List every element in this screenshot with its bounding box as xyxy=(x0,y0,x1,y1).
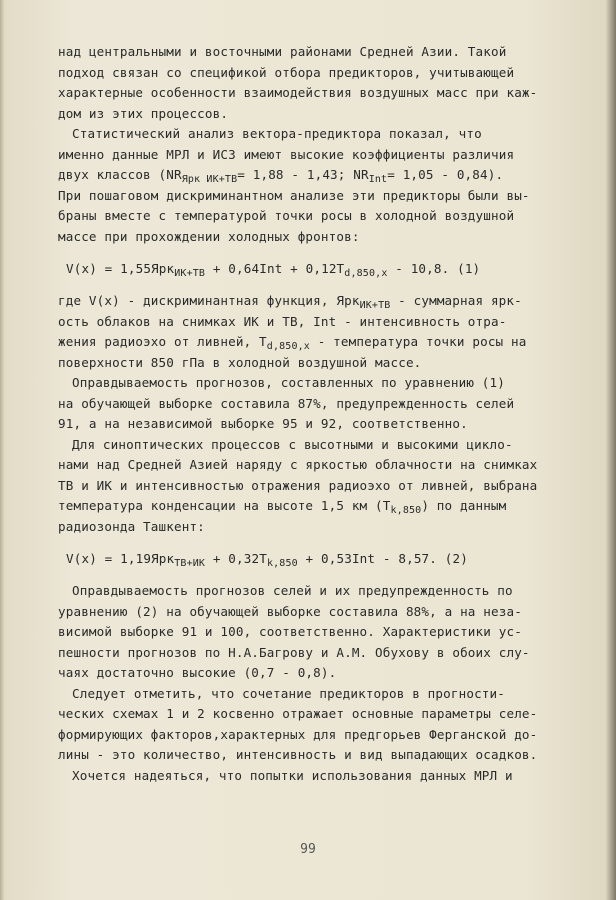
text-line: радиозонда Ташкент: xyxy=(58,518,205,534)
text-line: Оправдываемость прогнозов селей и их предупрежденность по xyxy=(72,583,513,598)
text-line: дом из этих процессов. xyxy=(58,105,229,121)
text-line: пешности прогнозов по Н.А.Багрову и А.М. Обухову в обоих слу- xyxy=(58,644,530,660)
page-left-edge xyxy=(0,0,4,900)
text-line: ТВ и ИК и интенсивностью отражения радиоэхо от ливней, выбрана xyxy=(58,477,538,493)
text-line: 91, а на независимой выборке 95 и 92, соответственно. xyxy=(58,416,468,431)
text-line: характерные особенности взаимодействия воздушных масс при каж- xyxy=(58,85,538,100)
text-line: поверхности 850 гПа в холодной воздушной массе. xyxy=(58,354,422,370)
text-line: ость облаков на снимках ИК и ТВ, Int - интенсивность отра- xyxy=(58,313,507,329)
text-line-with-subscripts: где V(x) - дискриминантная функция, Ярк$_{ИК+ТВ}$ - суммарная ярк- xyxy=(58,293,522,311)
text-line-with-subscripts: жения радиоэхо от ливней, $T_{d,850,x}$ - температура точки росы на xyxy=(58,334,527,352)
text-line: массе при прохождении холодных фронтов: xyxy=(58,228,360,244)
page-right-edge xyxy=(606,0,616,900)
text-line: именно данные МРЛ и ИСЗ имеют высокие коэффициенты различия xyxy=(58,146,515,162)
page-number: 99 xyxy=(300,842,316,857)
text-line: браны вместе с температурой точки росы в холодной воздушной xyxy=(58,208,515,223)
text-line: чаях достаточно высокие (0,7 - 0,8). xyxy=(58,665,337,680)
text-line: Статистический анализ вектора-предиктора показал, что xyxy=(72,126,482,141)
text-line: При пошаговом дискриминантном анализе эти предикторы были вы- xyxy=(58,187,530,203)
text-line: ческих схемах 1 и 2 косвенно отражает основные параметры селе- xyxy=(58,706,538,721)
text-line: Оправдываемость прогнозов, составленных по уравнению (1) xyxy=(72,375,505,390)
text-line: нами над Средней Азией наряду с яркостью облачности на снимках xyxy=(58,457,538,472)
text-line: формирующих факторов,характерных для предгорьев Ферганской до- xyxy=(58,726,538,742)
text-line: Хочется надеяться, что попытки использования данных МРЛ и xyxy=(72,767,513,783)
equation-1: $V(x) = 1,55Ярк_{ИК+ТВ} + 0,64Int + 0,12T_{d,850,x} - 10,8$. (1) xyxy=(66,261,481,279)
text-line: подход связан со спецификой отбора предикторов, учитывающей xyxy=(58,64,515,80)
text-line: лины - это количество, интенсивность и вид выпадающих осадков. xyxy=(58,747,538,762)
text-line: на обучающей выборке составила 87%, предупрежденность селей xyxy=(58,395,515,411)
text-line: над центральными и восточными районами Средней Азии. Такой xyxy=(58,44,507,59)
equation-2: $V(x) = 1,19Ярк_{ТВ+ИК} + 0,32T_{k,850} + 0,53Int - 8,57$. (2) xyxy=(66,551,468,569)
text-line: висимой выборке 91 и 100, соответственно. Характеристики ус- xyxy=(58,624,522,639)
text-line: уравнению (2) на обучающей выборке составила 88%, а на неза- xyxy=(58,603,522,619)
text-line: Для синоптических процессов с высотными и высокими цикло- xyxy=(72,436,513,452)
body-text xyxy=(58,42,578,786)
text-line: Следует отметить, что сочетание предикторов в прогности- xyxy=(72,685,505,701)
text-line-with-subscripts: температура конденсации на высоте 1,5 км $(T_{k,850})$ по данным xyxy=(58,498,507,516)
text-line-with-subscripts: двух классов ($NR_{Ярк ИК+ТВ}= 1,88 - 1,43$; $NR_{Int}= 1,05 - 0,84$). xyxy=(58,167,504,185)
